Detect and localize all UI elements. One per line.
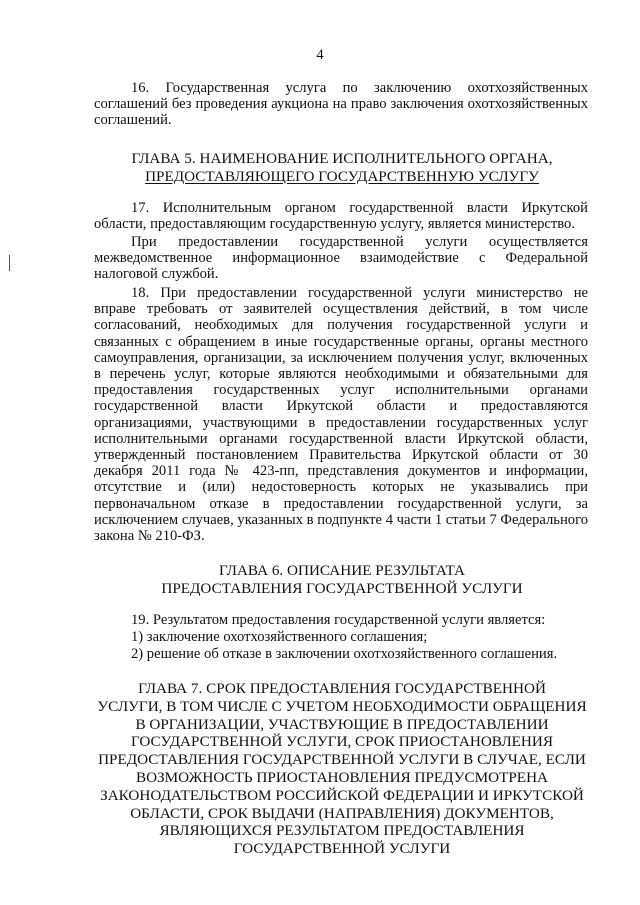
paragraph-19: 19. Результатом предоставления государственной услуги является: [131, 612, 546, 628]
paragraph-17: 17. Исполнительным органом государственной власти Иркутской области, предоставляющим государственную услугу, является министерство. [94, 200, 588, 233]
margin-mark [9, 255, 10, 271]
paragraph-17-continued: При предоставлении государственной услуги осуществляется межведомственное информационное взаимодействие с Федеральной налоговой службой. [94, 234, 588, 283]
chapter-6-heading [84, 562, 600, 598]
chapter-6-line-2: ПРЕДОСТАВЛЕНИЯ ГОСУДАРСТВЕННОЙ УСЛУГИ [161, 579, 523, 597]
chapter-6-line-1: ГЛАВА 6. ОПИСАНИЕ РЕЗУЛЬТАТА [219, 562, 465, 579]
chapter-7-line-7: ЗАКОНОДАТЕЛЬСТВОМ РОССИЙСКОЙ ФЕДЕРАЦИИ И ИРКУТСКОЙ [100, 786, 584, 804]
paragraph-18: 18. При предоставлении государственной услуги министерство не вправе требовать от заявителей осуществления действий, в том числе согласований, необходимых для получения государственной услуги и связанных с обращением в иные государственные органы, органы местного самоуправления, организации, за исключением получения услуг, включенных в перечень услуг, которые являются необходимыми и обязательными для предоставления государственных услуг исполнительными органами государственной власти Иркутской области и предоставляются организациями, участвующими в предоставлении государственных услуг исполнительными органами государственной власти Иркутской области, утвержденный постановлением Правительства Иркутской области от 30 декабря 2011 года № 423-пп, представления документов и информации, отсутствие и (или) недостоверность которых не указывались при первоначальном отказе в предоставлении государственной услуги, за исключением случаев, указанных в подпункте 4 части 1 статьи 7 Федерального закона № 210-ФЗ. [94, 285, 588, 545]
chapter-7-line-4: ГОСУДАРСТВЕННОЙ УСЛУГИ, СРОК ПРИОСТАНОВЛЕНИЯ [131, 733, 553, 751]
chapter-7-line-1: ГЛАВА 7. СРОК ПРЕДОСТАВЛЕНИЯ ГОСУДАРСТВЕННОЙ [138, 680, 546, 697]
paragraph-19-item-1: 1) заключение охотхозяйственного соглашения; [131, 629, 428, 645]
chapter-7-line-6: ВОЗМОЖНОСТЬ ПРИОСТАНОВЛЕНИЯ ПРЕДУСМОТРЕНА [135, 768, 549, 786]
chapter-7-line-9: ЯВЛЯЮЩИХСЯ РЕЗУЛЬТАТОМ ПРЕДОСТАВЛЕНИЯ [159, 822, 525, 840]
paragraph-16: 16. Государственная услуга по заключению охотхозяйственных соглашений без проведения аукциона на право заключения охотхозяйственных соглашений. [94, 80, 588, 129]
chapter-7-line-5: ПРЕДОСТАВЛЕНИЯ ГОСУДАРСТВЕННОЙ УСЛУГИ В СЛУЧАЕ, ЕСЛИ [98, 751, 586, 769]
paragraph-19-item-2: 2) решение об отказе в заключении охотхозяйственного соглашения. [131, 646, 558, 662]
chapter-7-heading [84, 680, 600, 858]
chapter-7-line-3: В ОРГАНИЗАЦИИ, УЧАСТВУЮЩИЕ В ПРЕДОСТАВЛЕНИИ [135, 715, 549, 733]
chapter-7-line-2: УСЛУГИ, В ТОМ ЧИСЛЕ С УЧЕТОМ НЕОБХОДИМОСТИ ОБРАЩЕНИЯ [97, 697, 587, 715]
chapter-5-heading [84, 150, 600, 186]
chapter-5-line-1: ГЛАВА 5. НАИМЕНОВАНИЕ ИСПОЛНИТЕЛЬНОГО ОРГАНА, [131, 150, 553, 167]
chapter-7-line-8: ОБЛАСТИ, СРОК ВЫДАЧИ (НАПРАВЛЕНИЯ) ДОКУМЕНТОВ, [130, 804, 554, 822]
chapter-7-line-10: ГОСУДАРСТВЕННОЙ УСЛУГИ [233, 840, 451, 858]
chapter-5-line-2: ПРЕДОСТАВЛЯЮЩЕГО ГОСУДАРСТВЕННУЮ УСЛУГУ [145, 167, 539, 185]
page-number: 4 [316, 47, 324, 63]
